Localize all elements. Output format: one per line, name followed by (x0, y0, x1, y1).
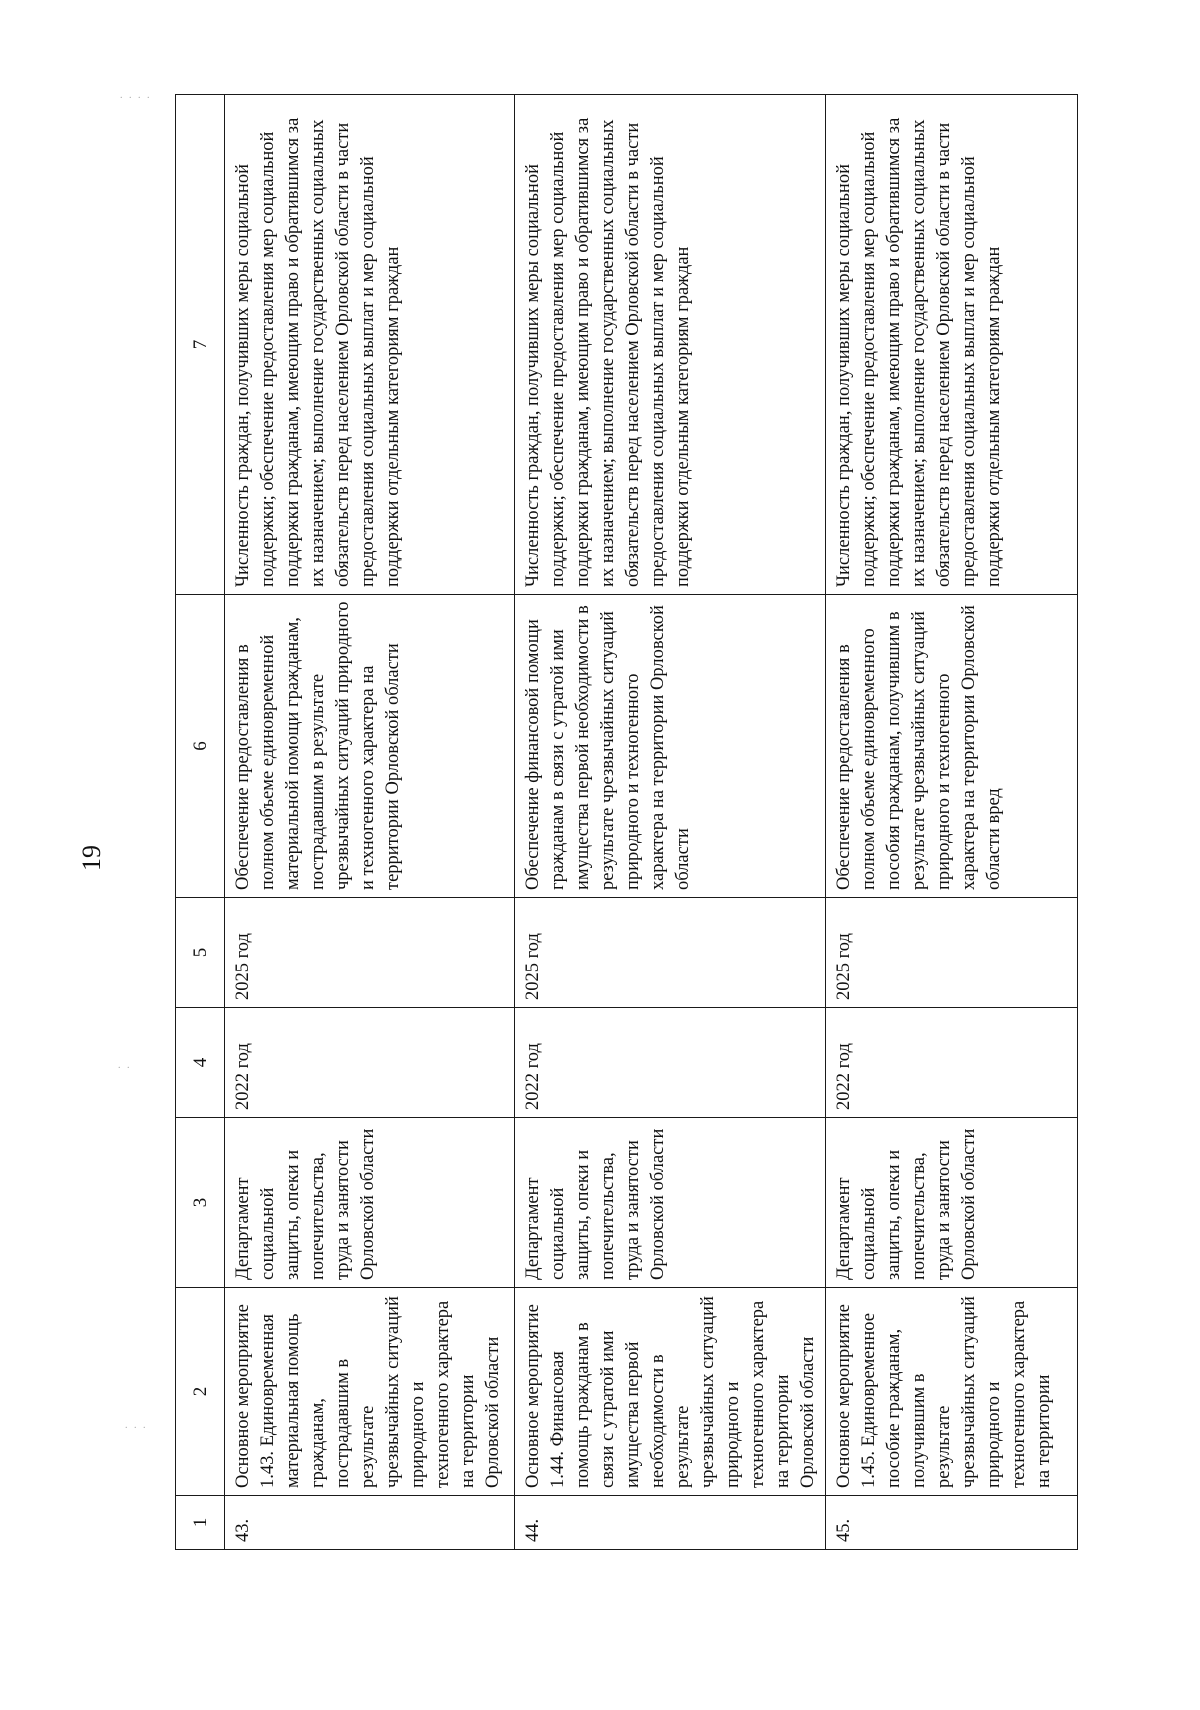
executor: Департамент социальной защиты, опеки и попечительства, труда и занятости Орловской области (515, 1118, 826, 1288)
header-cell: 5 (176, 898, 225, 1008)
scan-artifact: . . (118, 1060, 132, 1071)
end-year: 2025 год (225, 898, 515, 1008)
expected-result: Обеспечение предоставления в полном объеме единовременного пособия гражданам, получившим в результате чрезвычайных ситуаций природного и техногенного характера на территории Орловской области вред (826, 595, 1078, 898)
start-year: 2022 год (826, 1008, 1078, 1118)
header-cell: 1 (176, 1496, 225, 1550)
start-year: 2022 год (515, 1008, 826, 1118)
row-number: 44. (515, 1496, 826, 1550)
program-events-table (175, 94, 1078, 1550)
table-header-row (176, 95, 225, 1550)
start-year: 2022 год (225, 1008, 515, 1118)
expected-result: Обеспечение предоставления в полном объеме единовременной материальной помощи гражданам, пострадавшим в результате чрезвычайных ситуаций природного и техногенного характера на территории Орловской области (225, 595, 515, 898)
row-number: 45. (826, 1496, 1078, 1550)
header-cell: 3 (176, 1118, 225, 1288)
event-name: Основное мероприятие 1.45. Единовременное пособие гражданам, получившим в результате чрезвычайных ситуаций природного и техногенного характера на территории (826, 1288, 1078, 1496)
header-cell: 4 (176, 1008, 225, 1118)
indicators: Численность граждан, получивших меры социальной поддержки; обеспечение предоставления мер социальной поддержки гражданам, имеющим право и обратившимся за их назначением; выполнение государственных социальных обязательств перед населением Орловской области в части предоставления социальных выплат и мер социальной поддержки отдельным категориям граждан (515, 95, 826, 595)
scan-artifact: . . . (125, 1420, 148, 1431)
executor: Департамент социальной защиты, опеки и попечительства, труда и занятости Орловской области (225, 1118, 515, 1288)
row-number: 43. (225, 1496, 515, 1550)
table-row (225, 95, 515, 1550)
scan-artifact: . . . . (120, 90, 152, 101)
rotated-table-wrapper (175, 95, 1095, 1550)
executor: Департамент социальной защиты, опеки и попечительства, труда и занятости Орловской области (826, 1118, 1078, 1288)
indicators: Численность граждан, получивших меры социальной поддержки; обеспечение предоставления мер социальной поддержки гражданам, имеющим право и обратившимся за их назначением; выполнение государственных социальных обязательств перед населением Орловской области в части предоставления социальных выплат и мер социальной поддержки отдельным категориям граждан (826, 95, 1078, 595)
event-name: Основное мероприятие 1.43. Единовременная материальная помощь гражданам, пострадавшим в результате чрезвычайных ситуаций природного и техногенного характера на территории Орловской области (225, 1288, 515, 1496)
indicators: Численность граждан, получивших меры социальной поддержки; обеспечение предоставления мер социальной поддержки гражданам, имеющим право и обратившимся за их назначением; выполнение государственных социальных обязательств перед населением Орловской области в части предоставления социальных выплат и мер социальной поддержки отдельным категориям граждан (225, 95, 515, 595)
header-cell: 7 (176, 95, 225, 595)
expected-result: Обеспечение финансовой помощи гражданам в связи с утратой ими имущества первой необходимости в результате чрезвычайных ситуаций природного и техногенного характера на территории Орловской области (515, 595, 826, 898)
end-year: 2025 год (826, 898, 1078, 1008)
header-cell: 6 (176, 595, 225, 898)
event-name: Основное мероприятие 1.44. Финансовая помощь гражданам в связи с утратой ими имущества первой необходимости в результате чрезвычайных ситуаций природного и техногенного характера на территории Орловской области (515, 1288, 826, 1496)
header-cell: 2 (176, 1288, 225, 1496)
end-year: 2025 год (515, 898, 826, 1008)
page-number: 19 (77, 845, 106, 871)
table-row (515, 95, 826, 1550)
table-row (826, 95, 1078, 1550)
